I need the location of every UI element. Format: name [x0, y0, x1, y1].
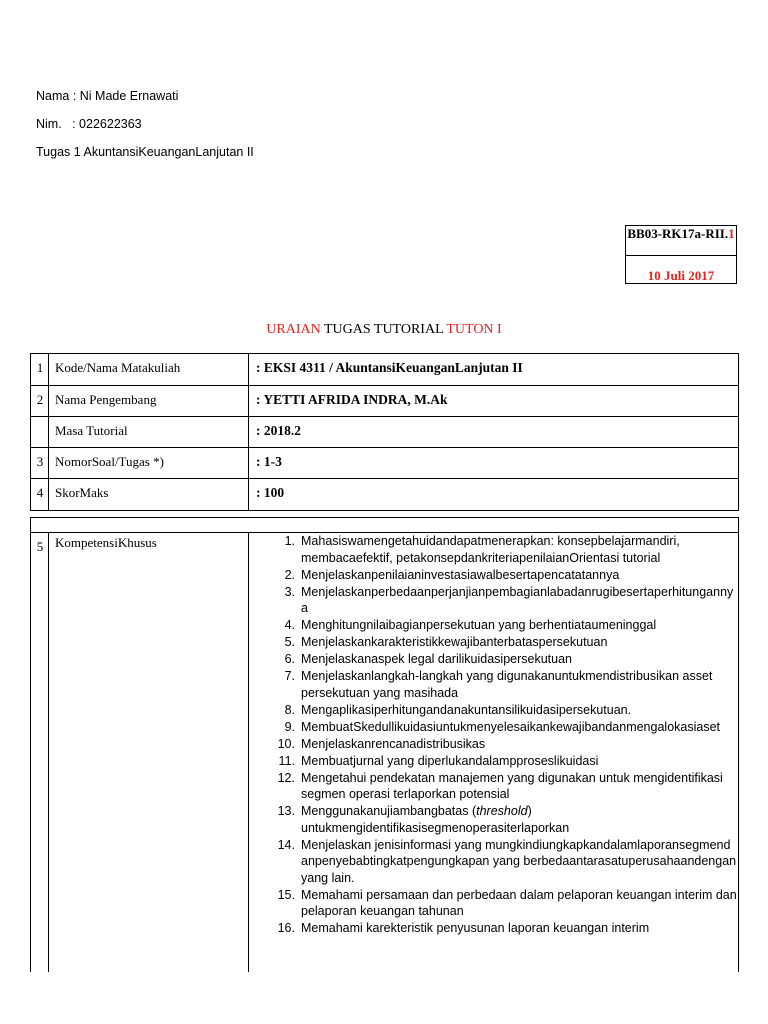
- table-row: [30, 385, 739, 417]
- competency-list: [277, 533, 737, 937]
- list-item: 7. Menjelaskanlangkah-langkah yang digunakanuntukmendistribusikan asset persekutuan yang masihada: [284, 669, 713, 700]
- row-value: : 1-3: [256, 454, 282, 469]
- list-item: 4. Menghitungnilaibagianpersekutuan yang berhentiataumeninggal: [284, 618, 657, 632]
- document-code: BB03-RK17a-RII.1: [627, 226, 735, 241]
- list-item: 1. Mahasiswamengetahuidandapatmenerapkan: konsepbelajarmandiri, membacaefektif, petakonsepdankriteriapenilaianOrientasi tutorial: [284, 534, 680, 565]
- student-name: Nama : Ni Made Ernawati: [36, 89, 179, 103]
- competency-section: [30, 532, 739, 972]
- list-item: 6. Menjelaskanaspek legal darilikuidasipersekutuan: [284, 652, 572, 666]
- table-row: [30, 478, 739, 511]
- list-item: 8. Mengaplikasiperhitungandanakuntansilikuidasipersekutuan.: [284, 702, 632, 717]
- list-item: 9. MembuatSkedullikuidasiuntukmenyelesaikankewajibandanmengalokasiaset: [284, 719, 721, 734]
- list-item: 12. Mengetahui pendekatan manajemen yang digunakan untuk mengidentifikasi segmen operasi terlaporkan potensial: [277, 770, 723, 801]
- table-row: [30, 353, 739, 386]
- row-value: : 100: [256, 485, 285, 500]
- list-item: 11. Membuatjurnal yang diperlukandalampproseslikuidasi: [278, 753, 599, 768]
- row-value: : 2018.2: [256, 423, 301, 438]
- table-spacer-row: [30, 517, 739, 533]
- row-label: SkorMaks: [55, 485, 109, 500]
- list-item: 14. Menjelaskan jenisinformasi yang mungkindiungkapkandalamlaporansegmendanpenyebabtingkatpengungkapan yang berbedaantarasatuperusahaandengan yang lain.: [277, 837, 737, 885]
- document-code-box: [625, 225, 737, 284]
- table-row: [30, 416, 739, 448]
- list-item: 16. Memahami karekteristik penyusunan laporan keuangan interim: [277, 921, 650, 935]
- document-date: 10 Juli 2017: [647, 268, 715, 283]
- row-number: 1: [36, 360, 44, 375]
- assignment-title: Tugas 1 AkuntansiKeuanganLanjutan II: [36, 145, 254, 159]
- row-value: : YETTI AFRIDA INDRA, M.Ak: [256, 392, 448, 407]
- list-item: 10. Menjelaskanrencanadistribusikas: [277, 736, 486, 751]
- row-label: Masa Tutorial: [55, 423, 128, 438]
- table-row: [30, 447, 739, 479]
- list-item: 13. Menggunakanujiambangbatas (threshold) untukmengidentifikasisegmenoperasiterlaporkan: [277, 804, 570, 835]
- row-label: KompetensiKhusus: [55, 535, 157, 550]
- row-label: Nama Pengembang: [55, 392, 157, 407]
- row-number: 4: [36, 485, 44, 500]
- row-number: 5: [36, 539, 44, 554]
- list-item: 5. Menjelaskankarakteristikkewajibanterbataspersekutuan: [284, 635, 608, 649]
- page-title: URAIAN TUGAS TUTORIAL TUTON I: [266, 322, 502, 337]
- row-label: NomorSoal/Tugas *): [55, 454, 164, 469]
- code-box-divider: [626, 255, 736, 256]
- row-number: 3: [36, 454, 44, 469]
- student-id: Nim. : 022622363: [36, 117, 142, 131]
- list-item: 3. Menjelaskanperbedaanperjanjianpembagianlabadanrugibesertaperhitungannya: [284, 584, 734, 615]
- row-value: : EKSI 4311 / AkuntansiKeuanganLanjutan II: [256, 360, 523, 375]
- row-label: Kode/Nama Matakuliah: [55, 360, 181, 375]
- list-item: 2. Menjelaskanpenilaianinvestasiawalbesertapencatatannya: [284, 567, 620, 582]
- row-number: 2: [36, 392, 44, 407]
- list-item: 15. Memahami persamaan dan perbedaan dalam pelaporan keuangan interim dan pelaporan keuangan tahunan: [277, 887, 737, 918]
